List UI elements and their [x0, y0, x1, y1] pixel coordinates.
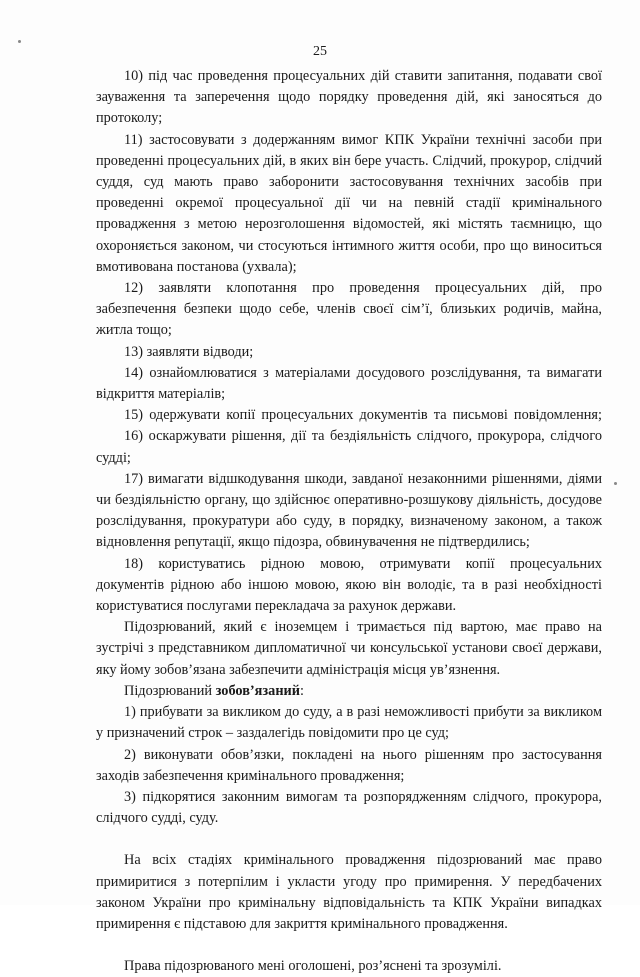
right-item-17: 17) вимагати відшкодування шкоди, завданої незаконними рішеннями, діями чи бездіяльністю органу, що здійснює оперативно-розшукову діяльність, досудове розслідування, прокуратури або суду, в порядку, визначеному законом, а також відновлення репутації, якщо підозра, обвинувачення не підтвердились;: [96, 470, 602, 551]
obligation-item-2: 2) виконувати обов’язки, покладені на нього рішенням про застосування заходів забезпечення кримінального провадження;: [96, 746, 602, 784]
obligation-item-3: 3) підкорятися законним вимогам та розпорядженням слідчого, прокурора, слідчого судді, суду.: [96, 788, 602, 827]
right-item-12: 12) заявляти клопотання про проведення процесуальних дій, про забезпечення безпеки щодо себе, членів своєї сім’ї, близьких родичів, майна, житла тощо;: [96, 280, 602, 339]
obligations-heading-suffix: :: [300, 682, 305, 699]
document-body: [96, 66, 602, 977]
scan-speck: [614, 482, 617, 485]
right-item-16: 16) оскаржувати рішення, дії та бездіяльність слідчого, прокурора, слідчого судді;: [96, 428, 602, 466]
blank-line: [96, 935, 602, 956]
obligations-heading-prefix: Підозрюваний: [124, 682, 216, 699]
page-number: 25: [313, 44, 327, 59]
obligation-item-1: 1) прибувати за викликом до суду, а в разі неможливості прибути за викликом у призначений строк – заздалегідь повідомити про це суд;: [96, 704, 602, 742]
right-item-18: 18) користуватись рідною мовою, отримувати копії процесуальних документів рідною або іншою мовою, якою він володіє, та в разі необхідності користуватися послугами перекладача за рахунок держави.: [96, 555, 602, 615]
right-item-13: 13) заявляти відводи;: [124, 343, 254, 360]
right-item-11: 11) застосовувати з додержанням вимог КПК України технічні засоби при проведенні процесуальних дій, в яких він бере участь. Слідчий, прокурор, слідчий суддя, суд мають право заборонити застосовування технічних засобів при проведенні окремої процесуальної дії чи на певній стадії кримінального провадження з метою нерозголошення відомостей, які містять таємницю, що охороняється законом, чи стосуються інтимного життя особи, про що виноситься вмотивована постанова (ухвала);: [96, 131, 602, 275]
obligations-heading: [96, 681, 602, 702]
foreigner-paragraph: Підозрюваний, який є іноземцем і тримається під вартою, має право на зустрічі з представником дипломатичної чи консульської установи своєї держави, яку йому зобов’язана забезпечити адміністрація місця ув’язнення.: [96, 619, 602, 678]
obligations-heading-bold: зобов’язаний: [215, 682, 301, 699]
scan-speck: [18, 40, 21, 43]
acknowledgement-line: Права підозрюваного мені оголошені, роз’яснені та зрозумілі.: [124, 958, 502, 975]
right-item-14: 14) ознайомлюватися з матеріалами досудового розслідування, та вимагати відкриття матеріалів;: [96, 364, 602, 403]
reconciliation-paragraph: На всіх стадіях кримінального провадження підозрюваний має право примиритися з потерпілим і укласти угоду про примирення. У передбачених законом України про кримінальну відповідальність та КПК України випадках примирення є підставою для закриття кримінального провадження.: [96, 852, 602, 932]
right-item-10: 10) під час проведення процесуальних дій ставити запитання, подавати свої зауваження та заперечення щодо порядку проведення дій, які заносяться до протоколу;: [96, 68, 602, 127]
blank-line: [96, 829, 602, 850]
right-item-15: 15) одержувати копії процесуальних документів та письмові повідомлення;: [124, 407, 602, 424]
